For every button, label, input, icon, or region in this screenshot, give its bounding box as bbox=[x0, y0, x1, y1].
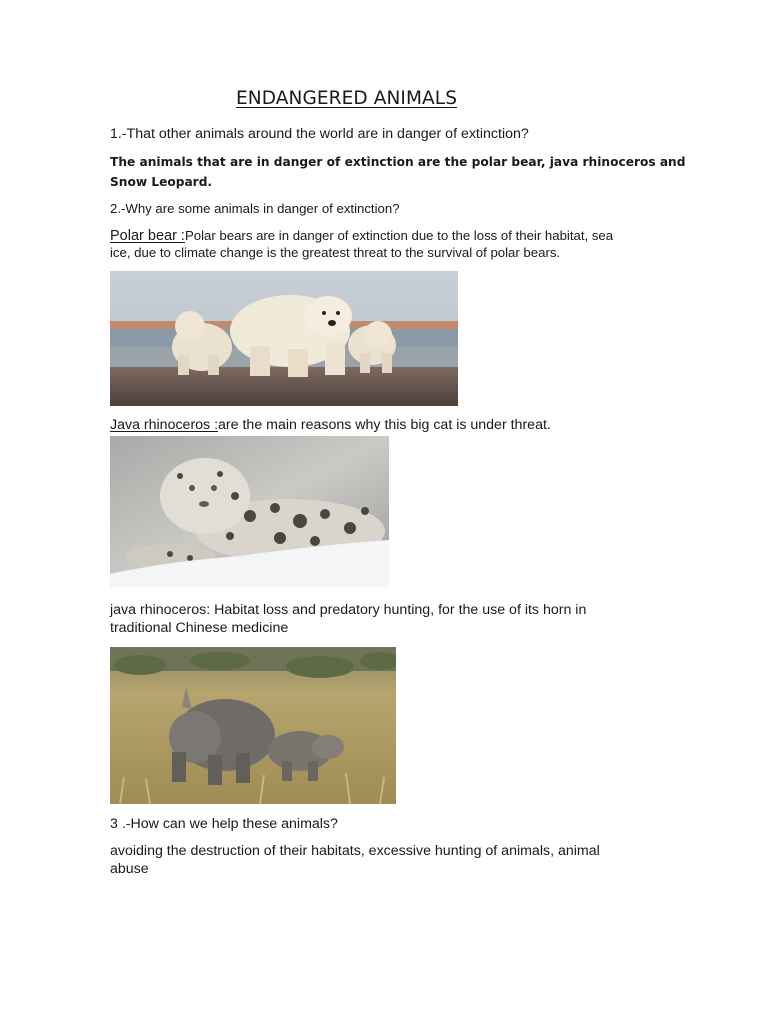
page-title: ENDANGERED ANIMALS bbox=[236, 88, 458, 109]
java-rhino-paragraph-2-line-1: java rhinoceros: Habitat loss and predatory hunting, for the use of its horn in bbox=[110, 602, 587, 618]
polar-bear-paragraph-line-1 bbox=[110, 227, 613, 245]
polar-bear-photo bbox=[110, 271, 458, 406]
snow-leopard-photo bbox=[110, 436, 389, 587]
rhinoceros-photo bbox=[110, 647, 396, 804]
java-rhino-label: Java rhinoceros : bbox=[110, 417, 219, 433]
question-1: 1.-That other animals around the world are in danger of extinction? bbox=[110, 126, 529, 142]
answer-3-line-1: avoiding the destruction of their habitats, excessive hunting of animals, animal bbox=[110, 843, 600, 859]
java-rhino-paragraph-1 bbox=[110, 416, 551, 434]
answer-1-line-1: The animals that are in danger of extinction are the polar bear, java rhinoceros and bbox=[110, 155, 686, 169]
answer-3-line-2: abuse bbox=[110, 861, 149, 877]
polar-bear-text-2: ice, due to climate change is the greatest threat to the survival of polar bears. bbox=[110, 245, 561, 260]
question-3: 3 .-How can we help these animals? bbox=[110, 816, 338, 832]
polar-bear-text-1: Polar bears are in danger of extinction due to the loss of their habitat, sea bbox=[184, 228, 614, 243]
polar-bear-label: Polar bear : bbox=[110, 228, 185, 244]
java-rhino-paragraph-2-line-2: traditional Chinese medicine bbox=[110, 620, 289, 636]
question-2: 2.-Why are some animals in danger of extinction? bbox=[110, 201, 400, 216]
java-rhino-text-1: are the main reasons why this big cat is under threat. bbox=[218, 417, 551, 433]
answer-1-line-2: Snow Leopard. bbox=[110, 175, 213, 189]
